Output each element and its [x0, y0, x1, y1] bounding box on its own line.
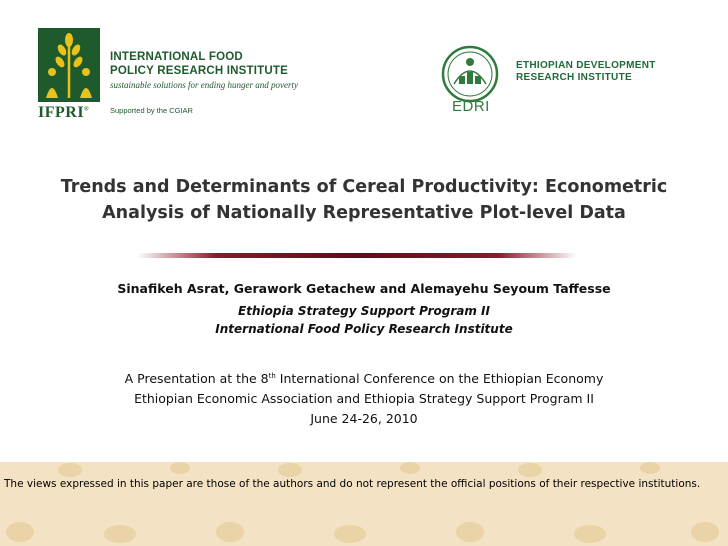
ifpri-text-block: [110, 50, 298, 90]
edri-name: [516, 60, 656, 84]
title-line2: Analysis of Nationally Representative Plot-level Data: [102, 203, 626, 223]
title-line1: Trends and Determinants of Cereal Productivity: Econometric: [60, 177, 668, 197]
conference-info: [40, 366, 688, 429]
footer-banner: [0, 462, 728, 546]
ifpri-supported-by: Supported by the CGIAR: [110, 106, 193, 115]
institute-name: International Food Policy Research Institute: [215, 322, 513, 336]
presentation-title: [30, 174, 698, 226]
ifpri-emblem-icon: [38, 28, 100, 102]
ifpri-name-line1: INTERNATIONAL FOOD: [110, 51, 243, 63]
title-divider: [137, 253, 577, 258]
ifpri-name-line2: POLICY RESEARCH INSTITUTE: [110, 65, 288, 77]
program-name: Ethiopia Strategy Support Program II: [238, 304, 490, 318]
ifpri-tagline: sustainable solutions for ending hunger and poverty: [110, 80, 298, 90]
edri-name-line1: ETHIOPIAN DEVELOPMENT: [516, 60, 656, 71]
conference-date: June 24-26, 2010: [310, 411, 418, 427]
conference-line2: Ethiopian Economic Association and Ethiopia Strategy Support Program II: [134, 391, 594, 407]
conference-line1: A Presentation at the 8th International Conference on the Ethiopian Economy: [124, 371, 604, 387]
affiliation: [40, 302, 688, 338]
edri-name-line2: RESEARCH INSTITUTE: [516, 72, 632, 83]
authors: Sinafikeh Asrat, Gerawork Getachew and Alemayehu Seyoum Taffesse: [117, 281, 611, 296]
ifpri-wordmark: IFPRI®: [38, 104, 90, 121]
disclaimer: The views expressed in this paper are those of the authors and do not represent the official positions of their respective institutions.: [4, 478, 701, 490]
edri-wordmark: EDRI: [452, 98, 490, 115]
ifpri-logo: [38, 28, 100, 120]
decorative-pattern-icon: [0, 462, 728, 546]
